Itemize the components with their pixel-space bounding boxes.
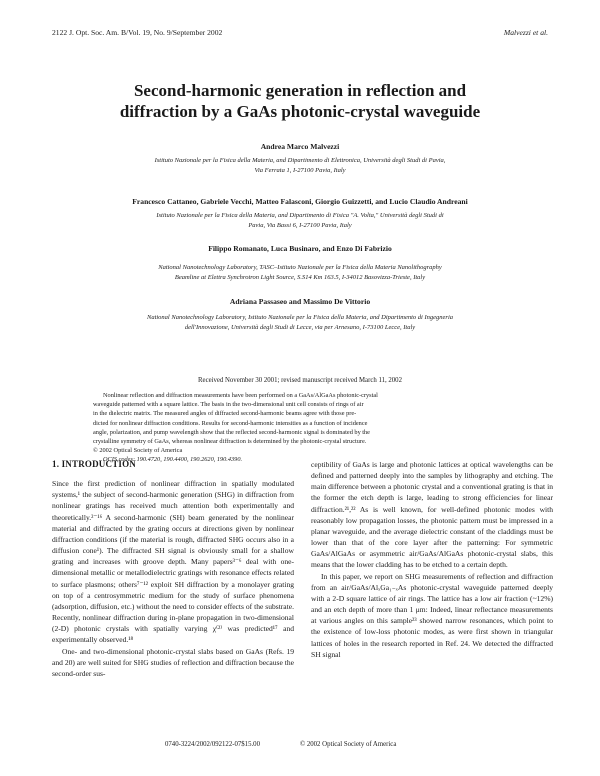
abstract-copyright: © 2002 Optical Society of America xyxy=(93,447,183,455)
abstract-line-4: dicted for nonlinear diffraction conditions. Results for second-harmonic intensities as a function of incidence xyxy=(93,419,368,427)
abstract-line-1: Nonlinear reflection and diffraction measurements have been performed on a GaAs/AlGaAs photonic-crystal xyxy=(103,392,378,399)
intro-paragraph-1: Since the first prediction of nonlinear diffraction in spatially modulated systems,¹ the subject of second-harmonic generation (SHG) in diffraction from nonlinear gratings has received much attention both experimentally and theoretically.²⁻¹⁶ A second-harmonic (SH) beam generated by the nonlinear material and diffracted by the grating occurs at directions given by nonlinear diffraction conditions (if the material is rough, diffracted SHG occurs also in a diffusion cone¹). The diffracted SH signal is obviously small for a shallow grating and increases with groove depth. Many papers³⁻⁶ deal with one-dimensional metallic or metallodielectric gratings with resonance effects related to surface plasmons; others⁷⁻¹² exploit SH diffraction by a monolayer grating on top of a centrosymmetric medium for the study of surface phenomena (adsorption, diffusion, etc.) without the need to consider effects of the substrate. Recently, nonlinear diffraction during in-plane propagation in two-dimensional (2-D) photonic crystals with spatially varying χ⁽²⁾ was predicted¹⁷ and experimentally observed.¹⁸ xyxy=(52,479,294,645)
affiliation-3-line-1: National Nanotechnology Laboratory, TASC–Istituto Nazionale per la Fisica della Materia Nanolithography xyxy=(158,264,442,271)
authors-2: Francesco Cattaneo, Gabriele Vecchi, Matteo Falasconi, Giorgio Guizzetti, and Lucio Claudio Andreani xyxy=(132,197,468,206)
ocis-codes: OCIS codes: 190.4720, 190.4400, 190.2620, 190.4390. xyxy=(103,456,243,464)
intro-paragraph-3: In this paper, we report on SHG measurements of reflection and diffraction from an air/GaAs/AlₓGa₁₋ₓAs photonic-crystal waveguide patterned deeply with a 2-D square lattice of air rings. The lattice has a low air fraction (~12%) and an etch depth of more than 1 μm: Indeed, linear reflectance measurements at various angles on this sample²³ showed narrow resonances, which point to the existence of low-loss photonic modes, as were first shown in triangular lattices of holes in the research reported in Ref. 24. We detected the diffracted SH signal xyxy=(311,571,553,659)
intro-paragraph-2-continued: ceptibility of GaAs is large and photonic lattices at optical wavelengths can be defined and patterned deeply into the samples by lithography and etching. The main difference between a photonic crystal and a conventional grating is that in the former the etch depth is large, leading to strong efficiencies for linear diffraction.²¹,²² As is well known, for well-defined photonic modes with reasonably low propagation losses, the photonic pattern must be impressed in a planar waveguide, and the average dielectric constant of the claddings must be lower than that of the core layer after the patterning: For symmetric GaAs/AlGaAs or asymmetric air/GaAs/AlGaAs photonic-crystal slabs, this means that the lower cladding has to be etched to a certain depth. xyxy=(311,460,553,570)
affiliation-4 xyxy=(40,313,560,333)
left-column xyxy=(52,459,294,679)
section-heading-introduction: 1. INTRODUCTION xyxy=(52,459,137,469)
author-group-4 xyxy=(40,297,560,333)
affiliation-2-line-1: Istituto Nazionale per la Fisica della Materia, and Dipartimento di Fisica "A. Volta," Università degli Studi di xyxy=(156,212,444,219)
affiliation-1-line-1: Istituto Nazionale per la Fisica della Materia, and Dipartimento di Elettronica, Università degli Studi di Pavia, xyxy=(154,157,446,164)
affiliation-1 xyxy=(40,156,560,176)
abstract-line-5: angle, polarization, and pump wavelength show that the reflected second-harmonic signal is dominated by the xyxy=(93,428,370,436)
affiliation-3-line-2: Beamline at Elettra Synchrotron Light Source, S.S14 Km 163.5, I-34012 Basovizza-Trieste, Italy xyxy=(174,274,426,281)
authors-3: Filippo Romanato, Luca Businaro, and Enzo Di Fabrizio xyxy=(208,244,392,253)
abstract-line-6: crystalline symmetry of GaAs, whereas nonlinear diffraction is determined by the photonic-crystal structure. xyxy=(93,438,367,446)
author-group-3 xyxy=(40,244,560,283)
title-line-2: diffraction by a GaAs photonic-crystal waveguide xyxy=(119,102,481,121)
running-header-journal: 2122 J. Opt. Soc. Am. B/Vol. 19, No. 9/September 2002 xyxy=(52,28,223,37)
author-group-2 xyxy=(40,197,560,231)
affiliation-3 xyxy=(40,263,560,283)
authors-4: Adriana Passaseo and Massimo De Vittorio xyxy=(229,297,371,306)
title-line-1: Second-harmonic generation in reflection and xyxy=(133,81,467,100)
affiliation-2 xyxy=(40,211,560,231)
article-title xyxy=(0,80,600,122)
affiliation-4-line-2: dell'Innovazione, Università degli Studi di Lecce, via per Arnesano, I-73100 Lecce, Italy xyxy=(184,324,416,331)
abstract-line-2: waveguide patterned with a square lattice. The basis in the two-dimensional unit cell consists of rings of air xyxy=(93,401,364,409)
footer-copyright: © 2002 Optical Society of America xyxy=(300,741,397,748)
abstract-line-3: in the dielectric matrix. The measured angles of diffracted second-harmonic beams agree with those pre- xyxy=(93,410,357,418)
author-group-1 xyxy=(40,142,560,176)
running-header-authors: Malvezzi et al. xyxy=(503,28,548,37)
footer-issn: 0740-3224/2002/092122-07$15.00 xyxy=(165,741,260,748)
affiliation-1-line-2: Via Ferrata 1, I-27100 Pavia, Italy xyxy=(254,167,346,174)
authors-1: Andrea Marco Malvezzi xyxy=(260,142,340,151)
affiliation-2-line-2: Pavia, Via Bassi 6, I-27100 Pavia, Italy xyxy=(248,222,352,229)
received-dates: Received November 30 2001; revised manuscript received March 11, 2002 xyxy=(198,377,402,384)
intro-paragraph-2: One- and two-dimensional photonic-crystal slabs based on GaAs (Refs. 19 and 20) are well suited for SHG studies of reflection and diffraction because the second-order sus- xyxy=(52,646,294,678)
abstract xyxy=(93,391,507,465)
affiliation-4-line-1: National Nanotechnology Laboratory, Istituto Nazionale per la Fisica della Materia, and Dipartimento di Ingegneria xyxy=(146,314,454,321)
right-column xyxy=(311,459,553,660)
